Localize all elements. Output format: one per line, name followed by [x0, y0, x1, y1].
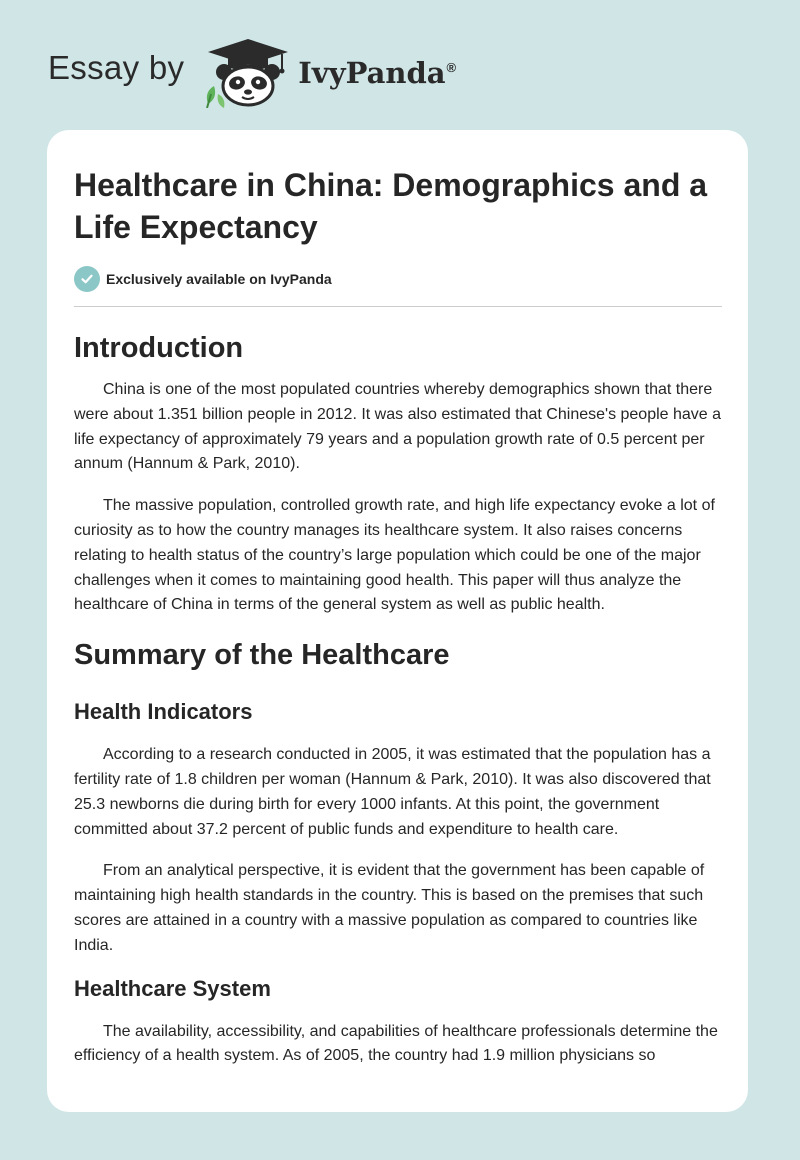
heading-health-indicators: Health Indicators: [74, 699, 253, 725]
paragraph: According to a research conducted in 2005, it was estimated that the population has a fertility rate of 1.8 children per woman (Hannum & Park, 2010). It was also discovered that 25.3 newborns die during birth for every 1000 infants. At this point, the government committed about 37.2 percent of public funds and expenditure to health care.: [74, 746, 711, 838]
heading-healthcare-system: Healthcare System: [74, 975, 271, 1001]
paragraph: The availability, accessibility, and capabilities of healthcare professionals determine the efficiency of a health system. As of 2005, the country had 1.9 million physicians so: [74, 1022, 718, 1065]
title-divider: [74, 306, 722, 307]
article-title: Healthcare in China: Demographics and a Life Expectancy: [74, 167, 708, 245]
panda-logo-icon[interactable]: [202, 36, 294, 108]
essay-by-label: Essay by: [48, 49, 185, 86]
exclusive-badge: [74, 265, 722, 293]
site-header: [48, 36, 456, 108]
exclusive-badge-text: Exclusively available on IvyPanda: [106, 271, 332, 287]
paragraph: China is one of the most populated countries whereby demographics shown that there were about 1.351 billion people in 2012. It was also estimated that Chinese's people have a life expectancy of approximately 79 years and a population growth rate of 0.5 percent per annum (Hannum & Park, 2010).: [74, 381, 722, 473]
heading-introduction: Introduction: [74, 332, 244, 364]
registered-mark: ®: [446, 60, 457, 76]
paragraph: The massive population, controlled growth rate, and high life expectancy evoke a lot of curiosity as to how the country manages its healthcare system. It also raises concerns relating to health status of the country’s large population which could be one of the major challenges when it comes to maintaining good health. This paper will thus analyze the healthcare of China in terms of the general system as well as public health.: [74, 497, 715, 614]
article-card: [47, 130, 748, 1112]
check-circle-icon: [74, 266, 100, 292]
heading-summary: Summary of the Healthcare: [74, 639, 450, 672]
paragraph: From an analytical perspective, it is evident that the government has been capable of maintaining high health standards in the country. This is based on the premises that such scores are attained in a country with a massive population as compared to countries like India.: [74, 862, 705, 954]
brand-name[interactable]: IvyPanda®: [298, 56, 457, 90]
